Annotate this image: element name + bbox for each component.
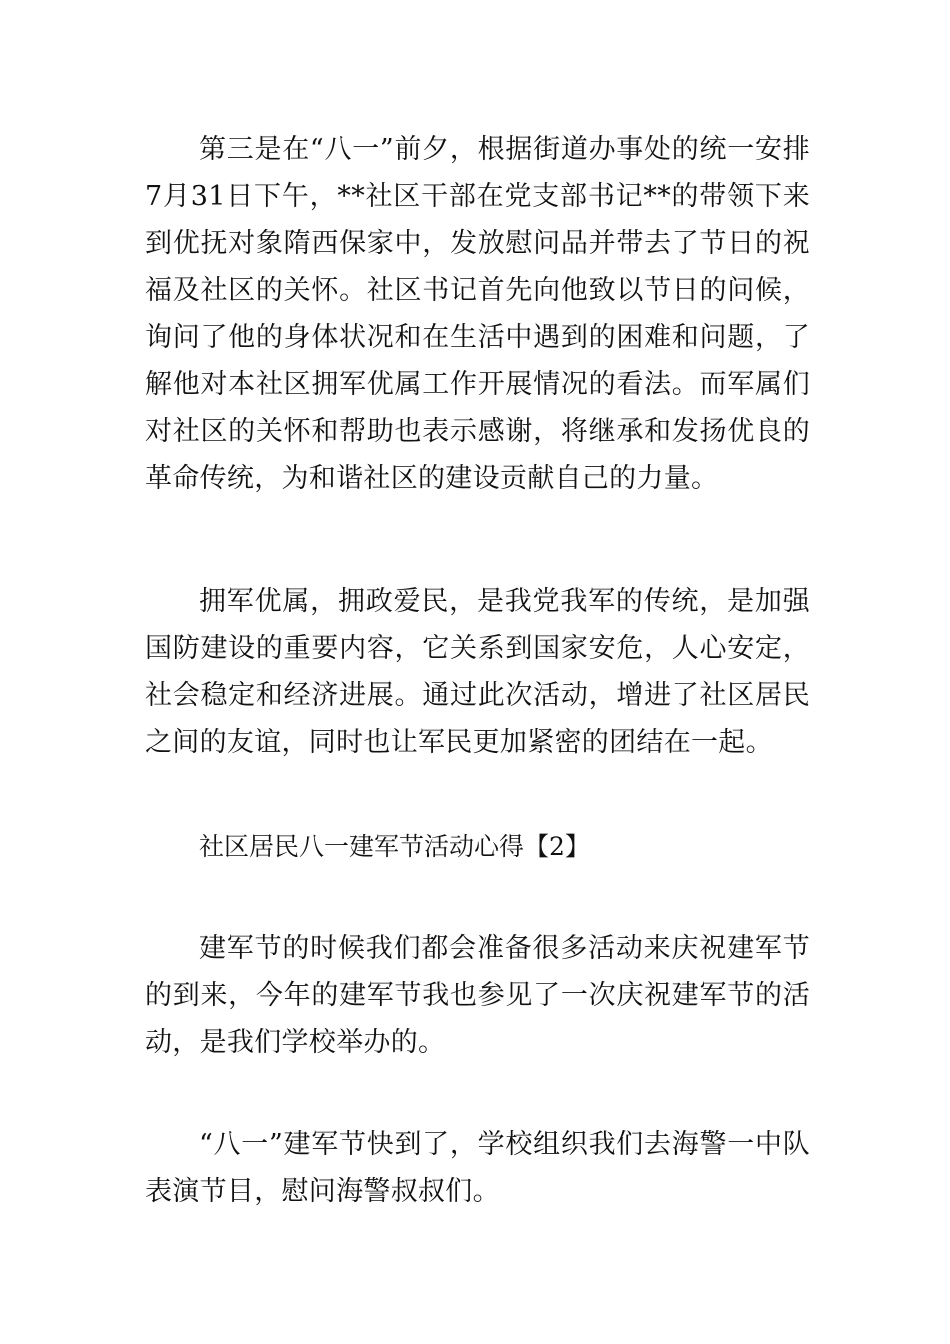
paragraph-army-day-activity: 建军节的时候我们都会准备很多活动来庆祝建军节的到来，今年的建军节我也参见了一次庆祝建军节的活动，是我们学校举办的。 bbox=[145, 933, 810, 1058]
paragraph-bayi-visit: 第三是在“八一”前夕，根据街道办事处的统一安排7月31日下午，**社区干部在党支部书记**的带领下来到优抚对象隋西保家中，发放慰问品并带去了节日的祝福及社区的关怀。社区书记首先向他致以节日的问候，询问了他的身体状况和在生活中遇到的困难和问题，了解他对本社区拥军优属工作开展情况的看法。而军属们对社区的关怀和帮助也表示感谢，将继承和发扬优良的革命传统，为和谐社区的建设贡献自己的力量。 bbox=[145, 134, 810, 494]
section-title: 社区居民八一建军节活动心得【2】 bbox=[199, 832, 590, 861]
paragraph-coast-guard-visit: “八一”建军节快到了，学校组织我们去海警一中队表演节目，慰问海警叔叔们。 bbox=[145, 1129, 810, 1207]
paragraph-army-support: 拥军优属，拥政爱民，是我党我军的传统，是加强国防建设的重要内容，它关系到国家安危，人心安定，社会稳定和经济进展。通过此次活动，增进了社区居民之间的友谊，同时也让军民更加紧密的团结在一起。 bbox=[145, 586, 810, 758]
